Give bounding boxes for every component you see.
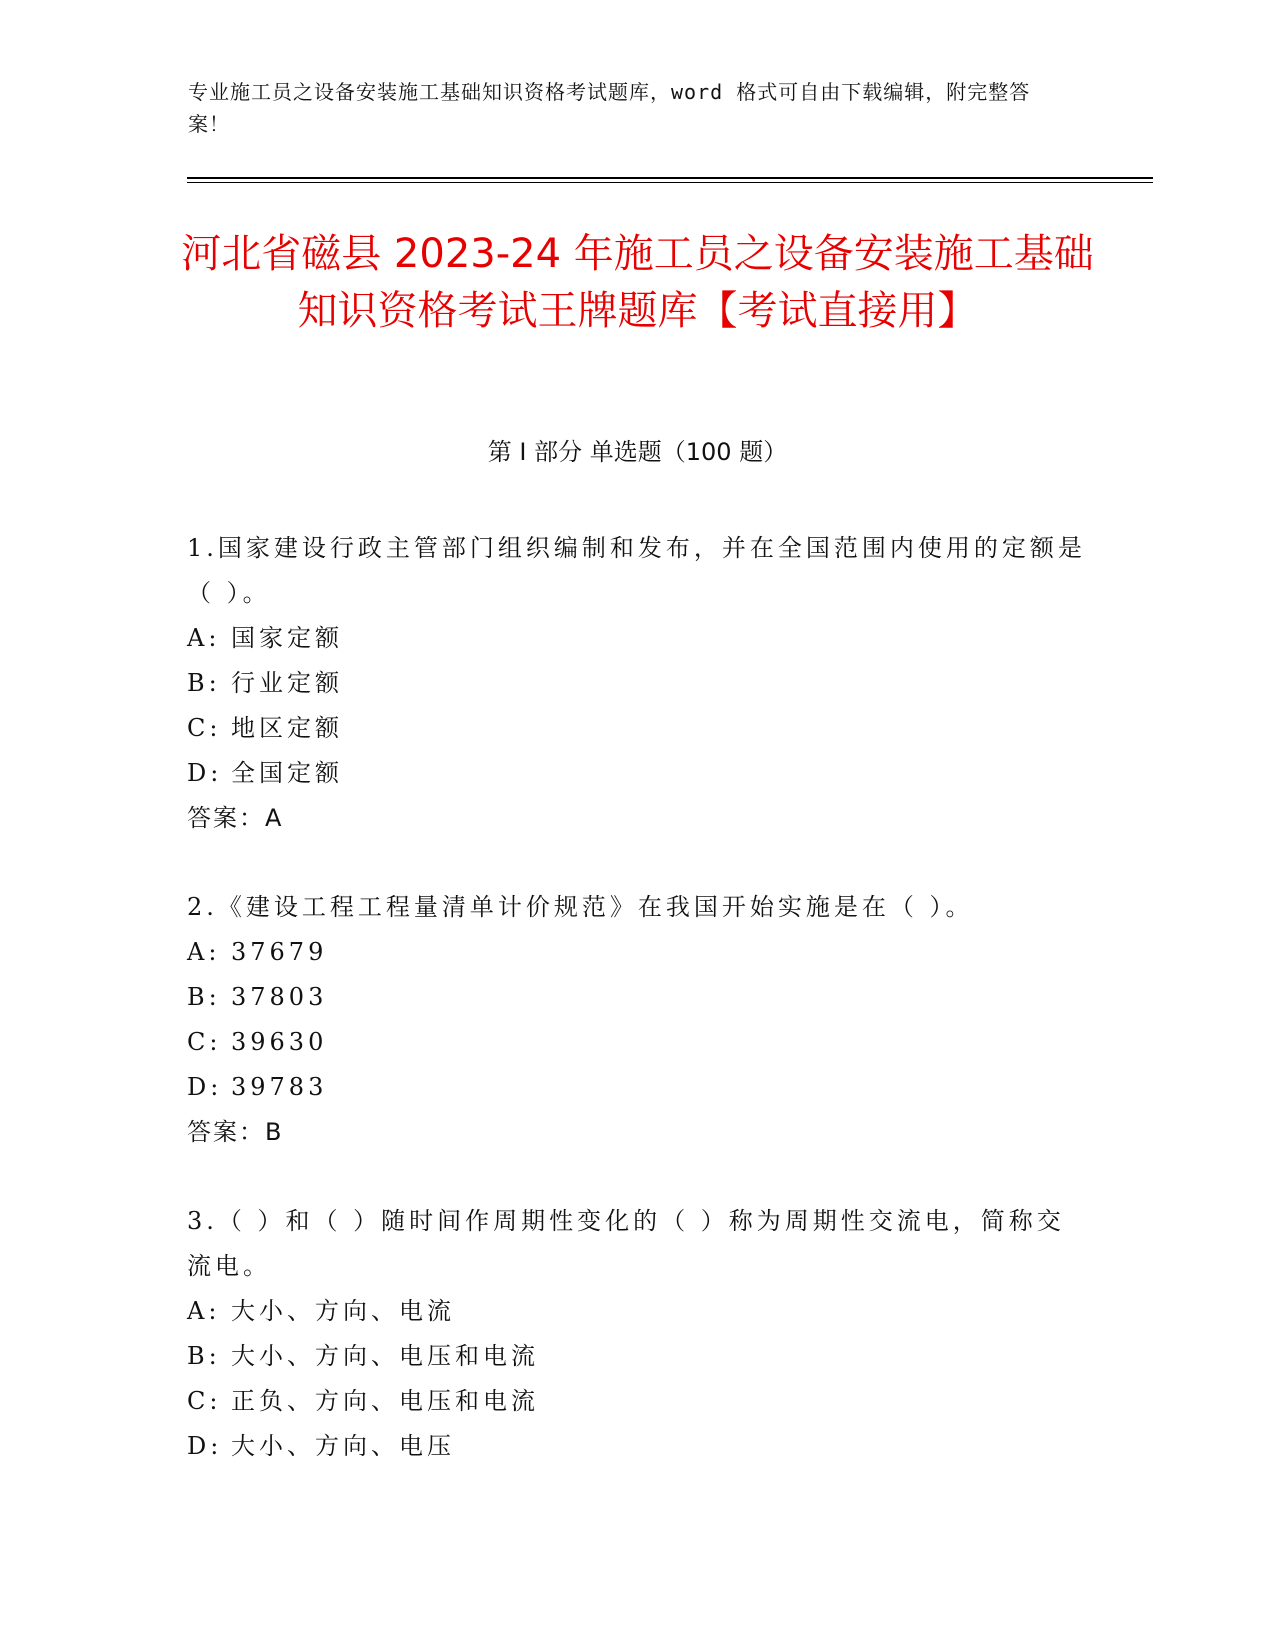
document-title: 河北省磁县 2023-24 年施工员之设备安装施工基础知识资格考试王牌题库【考试直接用】 [181,231,1094,334]
option-key: C: [187,1387,222,1415]
option-key: A: [187,624,221,652]
question-stem: 3.（ ）和（ ）随时间作周期性变化的（ ）称为周期性交流电，简称交流电。 [187,1207,1065,1280]
option-key: A: [187,938,221,966]
header-divider-thin [187,182,1153,183]
answer: 答案：A [187,804,284,832]
option-text: 大小、方向、电流 [231,1297,455,1325]
question-list [187,526,1087,1513]
option-key: C: [187,1028,222,1056]
question-2 [187,885,1087,1155]
option-d [187,1424,1087,1469]
option-b [187,975,1087,1020]
option-a [187,1289,1087,1334]
section-title: 第 I 部分 单选题（100 题） [487,438,788,466]
option-key: D: [187,1432,223,1460]
option-key: B: [187,1342,221,1370]
option-text: 大小、方向、电压和电流 [231,1342,539,1370]
option-key: D: [187,1073,223,1101]
answer: 答案：B [187,1118,284,1146]
option-text: 地区定额 [231,714,343,742]
option-text: 大小、方向、电压 [231,1432,455,1460]
option-b [187,661,1087,706]
option-text: 39630 [231,1028,328,1056]
option-key: D: [187,759,223,787]
question-stem: 1.国家建设行政主管部门组织编制和发布，并在全国范围内使用的定额是（ ）。 [187,534,1086,607]
option-c [187,1379,1087,1424]
option-d [187,1065,1087,1110]
option-a [187,616,1087,661]
option-key: B: [187,669,221,697]
option-text: 37679 [231,938,328,966]
option-d [187,751,1087,796]
option-key: A: [187,1297,221,1325]
header-divider-thick [187,177,1153,179]
question-3 [187,1199,1087,1469]
option-a [187,930,1087,975]
option-c [187,706,1087,751]
header-note: 专业施工员之设备安装施工基础知识资格考试题库，word 格式可自由下载编辑，附完整答案！ [188,80,1031,136]
option-text: 正负、方向、电压和电流 [231,1387,539,1415]
question-stem: 2.《建设工程工程量清单计价规范》在我国开始实施是在（ ）。 [187,893,974,921]
option-text: 国家定额 [231,624,343,652]
option-key: B: [187,983,221,1011]
option-b [187,1334,1087,1379]
option-text: 39783 [231,1073,328,1101]
option-text: 全国定额 [231,759,343,787]
question-1 [187,526,1087,841]
option-key: C: [187,714,222,742]
option-text: 37803 [231,983,328,1011]
option-c [187,1020,1087,1065]
option-text: 行业定额 [231,669,343,697]
